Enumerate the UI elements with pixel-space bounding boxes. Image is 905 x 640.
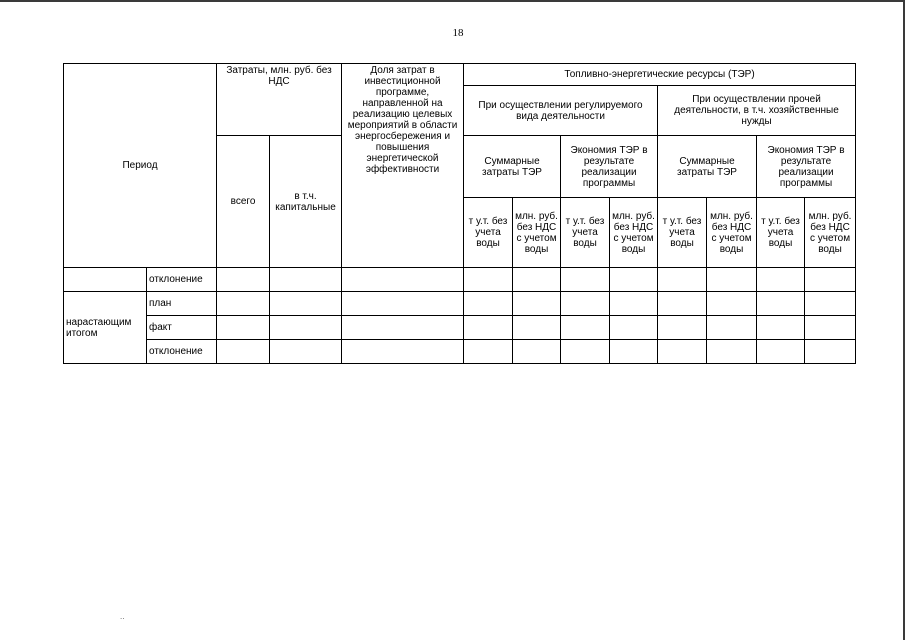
- header-regulated-savings: Экономия ТЭР в результате реализации программы: [561, 136, 658, 198]
- row-label-plan: план: [147, 292, 217, 316]
- table-row: [64, 268, 856, 292]
- data-cell: [270, 316, 342, 340]
- data-cell: [707, 316, 757, 340]
- data-cell: [464, 268, 513, 292]
- data-cell: [610, 292, 658, 316]
- header-share-of-costs: Доля затрат в инвестиционной программе, направленной на реализацию целевых мероприятий в области энергосбережения и повышения энергетической эффективности: [342, 64, 464, 268]
- data-cell: [342, 316, 464, 340]
- data-cell: [805, 316, 856, 340]
- header-regulated-total-costs: Суммарные затраты ТЭР: [464, 136, 561, 198]
- data-cell: [805, 292, 856, 316]
- row-label-deviation: отклонение: [147, 268, 217, 292]
- table-row: [64, 340, 856, 364]
- header-costs-capital: в т.ч. капитальные: [270, 136, 342, 268]
- data-cell: [658, 292, 707, 316]
- unit-regulated-savings-rub: млн. руб. без НДС с учетом воды: [610, 198, 658, 268]
- unit-regulated-costs-tut: т у.т. без учета воды: [464, 198, 513, 268]
- header-fuel-energy-resources: Топливно-энергетические ресурсы (ТЭР): [464, 64, 856, 86]
- data-cell: [610, 268, 658, 292]
- data-cell: [707, 340, 757, 364]
- header-costs-group: Затраты, млн. руб. без НДС: [217, 64, 342, 136]
- data-cell: [561, 268, 610, 292]
- stray-scan-mark: ..: [120, 612, 125, 621]
- header-costs-total: всего: [217, 136, 270, 268]
- data-cell: [217, 340, 270, 364]
- data-cell: [217, 292, 270, 316]
- data-cell: [270, 340, 342, 364]
- row-label-fact: факт: [147, 316, 217, 340]
- header-period: Период: [64, 64, 217, 268]
- unit-regulated-costs-rub: млн. руб. без НДС с учетом воды: [513, 198, 561, 268]
- data-cell: [561, 340, 610, 364]
- data-cell: [217, 268, 270, 292]
- data-cell: [757, 340, 805, 364]
- unit-other-savings-rub: млн. руб. без НДС с учетом воды: [805, 198, 856, 268]
- data-cell: [513, 316, 561, 340]
- unit-other-costs-tut: т у.т. без учета воды: [658, 198, 707, 268]
- unit-other-costs-rub: млн. руб. без НДС с учетом воды: [707, 198, 757, 268]
- data-cell: [513, 340, 561, 364]
- header-other-total-costs: Суммарные затраты ТЭР: [658, 136, 757, 198]
- row-label-cumulative: нарастающим итогом: [64, 292, 147, 364]
- data-cell: [464, 340, 513, 364]
- data-cell: [658, 340, 707, 364]
- data-cell: [270, 292, 342, 316]
- data-cell: [464, 316, 513, 340]
- row-label-deviation: отклонение: [147, 340, 217, 364]
- data-cell: [610, 316, 658, 340]
- data-cell: [757, 316, 805, 340]
- table-row: [64, 292, 856, 316]
- data-cell: [464, 292, 513, 316]
- data-cell: [513, 292, 561, 316]
- data-cell: [270, 268, 342, 292]
- unit-other-savings-tut: т у.т. без учета воды: [757, 198, 805, 268]
- data-cell: [561, 316, 610, 340]
- data-cell: [658, 268, 707, 292]
- unit-regulated-savings-tut: т у.т. без учета воды: [561, 198, 610, 268]
- header-other-savings: Экономия ТЭР в результате реализации программы: [757, 136, 856, 198]
- page-number: 18: [452, 27, 464, 39]
- data-cell: [805, 268, 856, 292]
- data-cell: [342, 340, 464, 364]
- data-cell: [342, 292, 464, 316]
- scan-edge-top: [0, 0, 905, 2]
- period-blank-cell: [64, 268, 147, 292]
- data-cell: [707, 268, 757, 292]
- data-cell: [757, 268, 805, 292]
- data-cell: [707, 292, 757, 316]
- data-cell: [610, 340, 658, 364]
- energy-saving-report-table: [63, 63, 856, 364]
- data-cell: [561, 292, 610, 316]
- data-cell: [658, 316, 707, 340]
- header-other-activity: При осуществлении прочей деятельности, в т.ч. хозяйственные нужды: [658, 86, 856, 136]
- table-row: [64, 316, 856, 340]
- data-cell: [757, 292, 805, 316]
- data-cell: [805, 340, 856, 364]
- data-cell: [342, 268, 464, 292]
- header-regulated-activity: При осуществлении регулируемого вида деятельности: [464, 86, 658, 136]
- data-cell: [217, 316, 270, 340]
- data-cell: [513, 268, 561, 292]
